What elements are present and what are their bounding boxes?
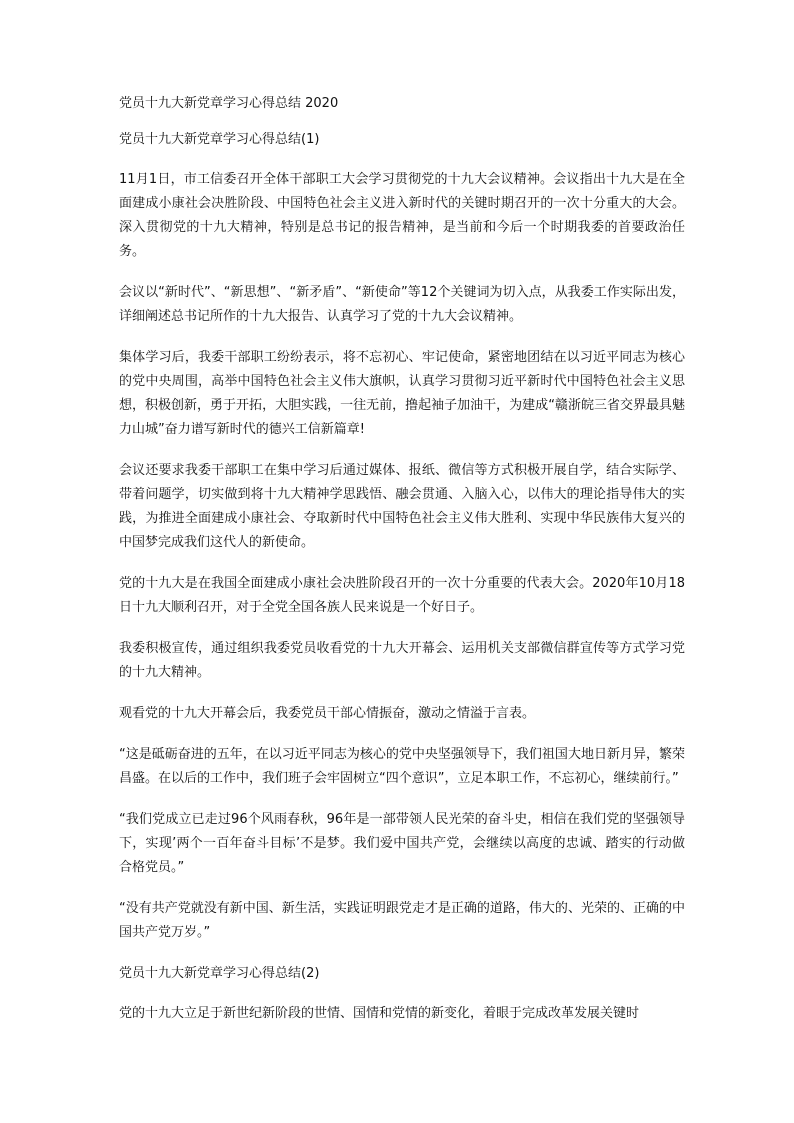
document-title: 党员十九大新党章学习心得总结 2020 [119,96,339,111]
section-heading-2: 党员十九大新党章学习心得总结(2) [119,966,320,981]
paragraph: 观看党的十九大开幕会后，我委党员干部心情振奋，激动之情溢于言表。 [119,706,536,721]
quote-paragraph: “我们党成立已走过96个风雨春秋，96年是一部带领人民光荣的奋斗史，相信在我们党的坚强领导下，实现’两个一百年奋斗目标’不是梦。我们爱中国共产党，会继续以高度的忠诚、踏实的行动做合格党员。” [119,812,685,875]
paragraph: 会议还要求我委干部职工在集中学习后通过媒体、报纸、微信等方式积极开展自学，结合实际学、带着问题学，切实做到将十九大精神学思践悟、融会贯通、入脑入心，以伟大的理论指导伟大的实践，为推进全面建成小康社会、夺取新时代中国特色社会主义伟大胜利、实现中华民族伟大复兴的中国梦完成我们这代人的新使命。 [119,463,685,550]
paragraph: 集体学习后，我委干部职工纷纷表示，将不忘初心、牢记使命，紧密地团结在以习近平同志为核心的党中央周围，高举中国特色社会主义伟大旗帜，认真学习贯彻习近平新时代中国特色社会主义思想，积极创新，勇于开拓，大胆实践，一往无前，撸起袖子加油干，为建成“赣浙皖三省交界最具魅力山城”奋力谱写新时代的德兴工信新篇章! [119,350,685,437]
paragraph: 我委积极宣传，通过组织我委党员收看党的十九大开幕会、运用机关支部微信群宣传等方式学习党的十九大精神。 [119,641,685,680]
paragraph: 11月1日，市工信委召开全体干部职工大会学习贯彻党的十九大会议精神。会议指出十九大是在全面建成小康社会决胜阶段、中国特色社会主义进入新时代的关键时期召开的一次十分重大的大会。深入贯彻党的十九大精神，特别是总书记的报告精神，是当前和今后一个时期我委的首要政治任务。 [119,172,685,259]
quote-paragraph: “这是砥砺奋进的五年，在以习近平同志为核心的党中央坚强领导下，我们祖国大地日新月异，繁荣昌盛。在以后的工作中，我们班子会牢固树立“四个意识”，立足本职工作，不忘初心，继续前行。” [119,747,685,786]
paragraph: 党的十九大立足于新世纪新阶段的世情、国情和党情的新变化，着眼于完成改革发展关键时 [119,1006,640,1021]
paragraph: 党的十九大是在我国全面建成小康社会决胜阶段召开的一次十分重要的代表大会。2020年10月18日十九大顺利召开，对于全党全国各族人民来说是一个好日子。 [119,576,685,615]
section-heading-1: 党员十九大新党章学习心得总结(1) [119,132,320,147]
paragraph: 会议以“新时代”、“新思想”、“新矛盾”、“新使命”等12个关键词为切入点，从我委工作实际出发，详细阐述总书记所作的十九大报告、认真学习了党的十九大会议精神。 [119,285,685,324]
quote-paragraph: “没有共产党就没有新中国、新生活，实践证明跟党走才是正确的道路，伟大的、光荣的、正确的中国共产党万岁。” [119,901,685,940]
document-body [119,92,685,1043]
